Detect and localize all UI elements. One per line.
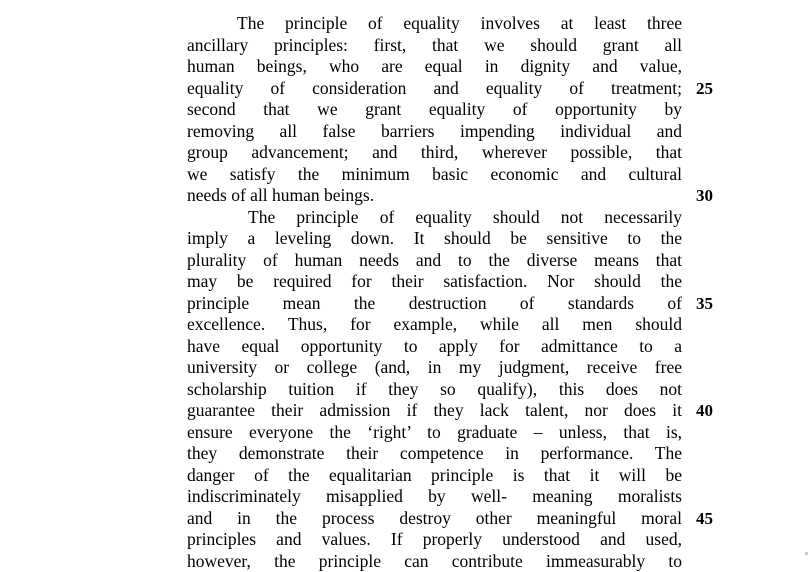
line-number: 45	[696, 508, 713, 530]
passage-line: they demonstrate their competence in performance. The	[187, 443, 682, 465]
passage-line: we satisfy the minimum basic economic and cultural	[187, 164, 682, 186]
passage-line: needs of all human beings.	[187, 185, 682, 207]
line-number: 25	[696, 78, 713, 100]
passage-line: group advancement; and third, wherever possible, that	[187, 142, 682, 164]
line-number: 30	[696, 185, 713, 207]
passage-line: The principle of equality involves at least three	[237, 13, 682, 35]
passage-line: imply a leveling down. It should be sensitive to the	[187, 228, 682, 250]
passage-line: excellence. Thus, for example, while all men should	[187, 314, 682, 336]
passage-line: guarantee their admission if they lack talent, nor does it	[187, 400, 682, 422]
passage-line: scholarship tuition if they so qualify), this does not	[187, 379, 682, 401]
passage-line: have equal opportunity to apply for admittance to a	[187, 336, 682, 358]
passage-line: human beings, who are equal in dignity and value,	[187, 56, 682, 78]
passage-line: ancillary principles: first, that we should grant all	[187, 35, 682, 57]
passage-line: and in the process destroy other meaningful moral	[187, 508, 682, 530]
passage-line: The principle of equality should not necessarily	[248, 207, 682, 229]
passage-line: may be required for their satisfaction. Nor should the	[187, 271, 682, 293]
passage-line: equality of consideration and equality of treatment;	[187, 78, 682, 100]
passage-line: removing all false barriers impending individual and	[187, 121, 682, 143]
scan-artifact	[805, 552, 808, 555]
passage-line: second that we grant equality of opportunity by	[187, 99, 682, 121]
line-number: 35	[696, 293, 713, 315]
passage-line: indiscriminately misapplied by well- meaning moralists	[187, 486, 682, 508]
passage-line: danger of the equalitarian principle is that it will be	[187, 465, 682, 487]
line-number: 40	[696, 400, 713, 422]
passage-line: principle mean the destruction of standards of	[187, 293, 682, 315]
passage-line: ensure everyone the ‘right’ to graduate – unless, that is,	[187, 422, 682, 444]
passage-line: however, the principle can contribute immeasurably to	[187, 551, 682, 572]
passage-line: university or college (and, in my judgment, receive free	[187, 357, 682, 379]
passage-line: plurality of human needs and to the diverse means that	[187, 250, 682, 272]
passage-line: principles and values. If properly understood and used,	[187, 529, 682, 551]
